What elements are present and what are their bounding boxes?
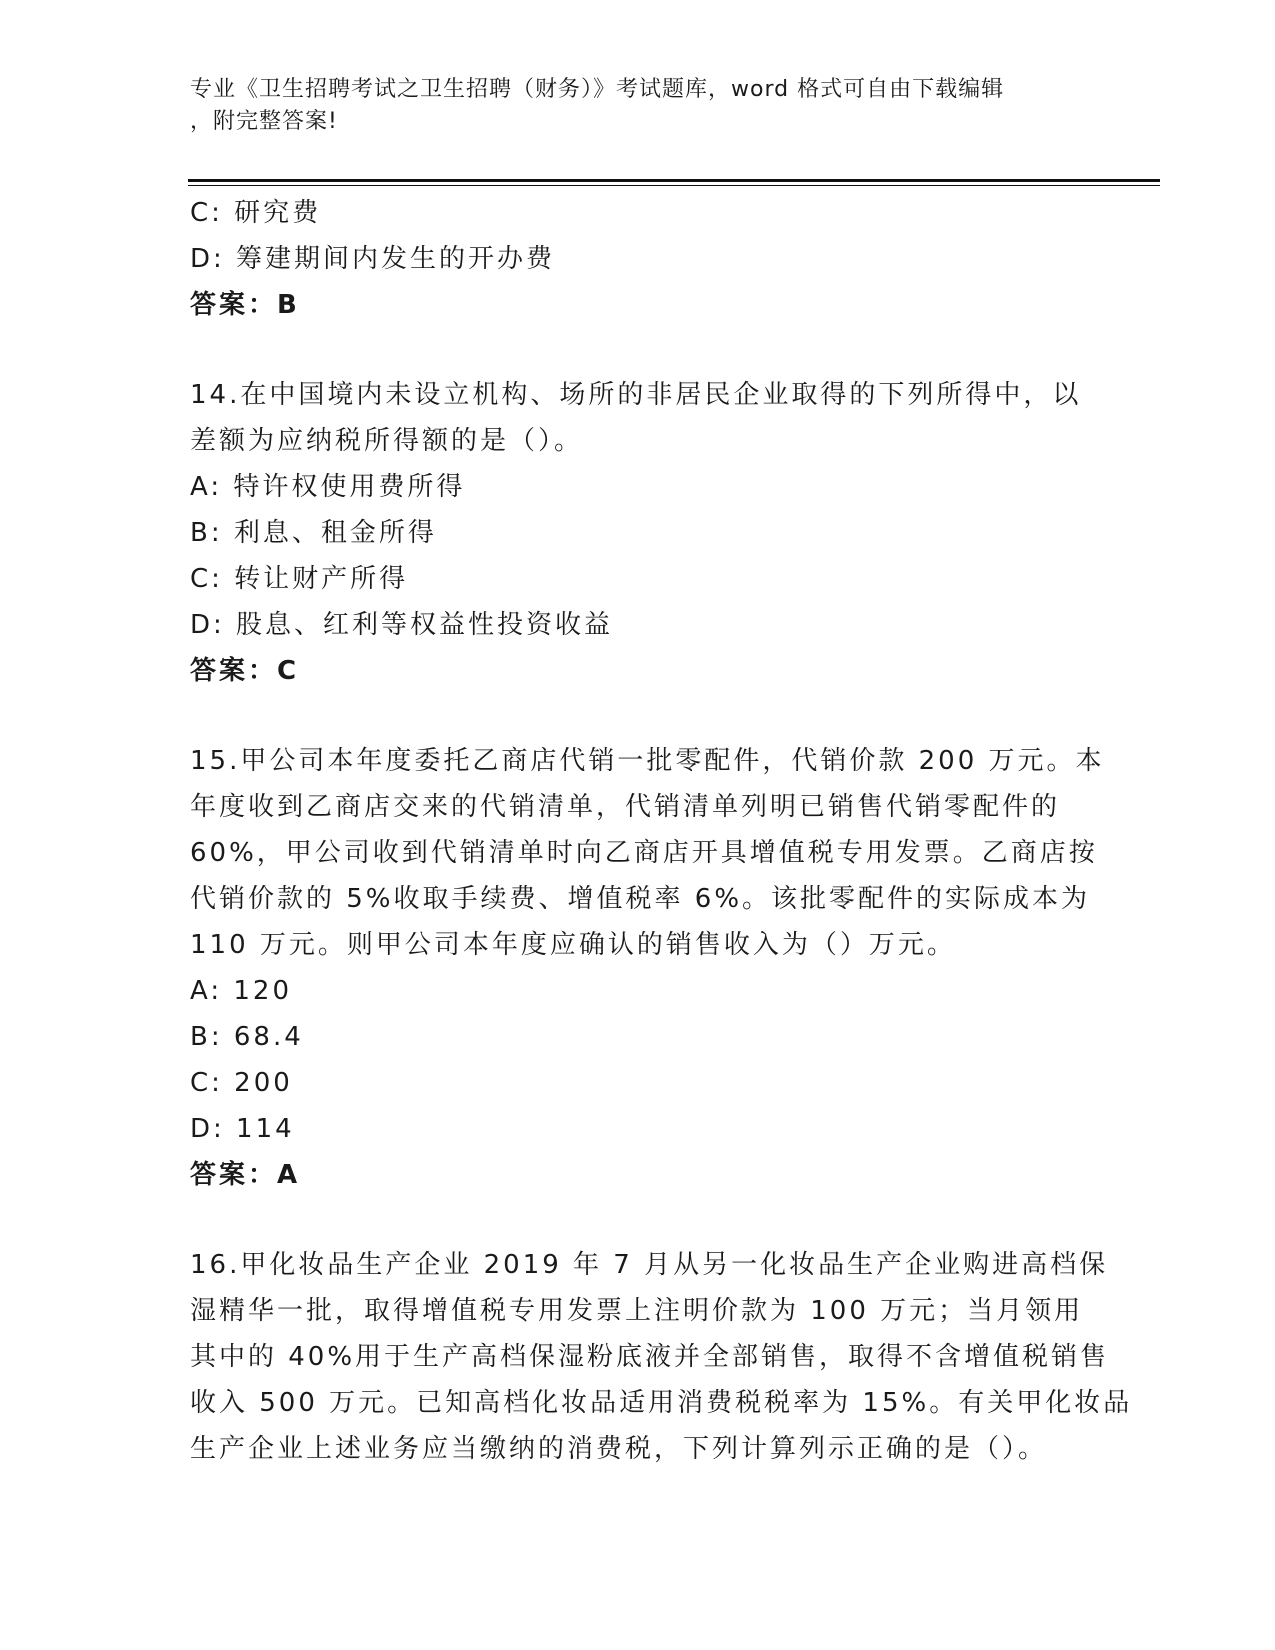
question-text-line: 差额为应纳税所得额的是（）。: [190, 426, 584, 456]
question-text-line: 16.甲化妆品生产企业 2019 年 7 月从另一化妆品生产企业购进高档保: [190, 1250, 1109, 1280]
document-header: [190, 74, 1090, 138]
option-d: D: 股息、红利等权益性投资收益: [190, 610, 614, 640]
answer: 答案：A: [190, 1160, 301, 1190]
question-text-line: 60%，甲公司收到代销清单时向乙商店开具增值税专用发票。乙商店按: [190, 838, 1098, 868]
question-15: [190, 738, 1105, 1198]
question-16: [190, 1242, 1133, 1472]
spacer: [190, 694, 1090, 738]
question-text-line: 湿精华一批，取得增值税专用发票上注明价款为 100 万元；当月领用: [190, 1296, 1084, 1326]
option-c: C: 研究费: [190, 198, 322, 228]
question-13-tail: [190, 190, 1090, 328]
option-d: D: 筹建期间内发生的开办费: [190, 244, 556, 274]
header-rule-thin: [188, 185, 1160, 186]
question-text-line: 15.甲公司本年度委托乙商店代销一批零配件，代销价款 200 万元。本: [190, 746, 1105, 776]
question-text-line: 14.在中国境内未设立机构、场所的非居民企业取得的下列所得中，以: [190, 380, 1082, 410]
spacer: [190, 1198, 1090, 1242]
question-text-line: 其中的 40%用于生产高档保湿粉底液并全部销售，取得不含增值税销售: [190, 1342, 1110, 1372]
question-text-line: 生产企业上述业务应当缴纳的消费税，下列计算列示正确的是（）。: [190, 1434, 1048, 1464]
question-14: [190, 372, 1090, 694]
question-text-line: 年度收到乙商店交来的代销清单，代销清单列明已销售代销零配件的: [190, 792, 1061, 822]
spacer: [190, 328, 1090, 372]
option-a: A: 特许权使用费所得: [190, 472, 466, 502]
answer: 答案：C: [190, 656, 300, 686]
header-line-2: ，附完整答案!: [190, 109, 338, 134]
header-rule-thick: [188, 179, 1160, 182]
question-text-line: 110 万元。则甲公司本年度应确认的销售收入为（）万元。: [190, 930, 956, 960]
question-text-line: 代销价款的 5%收取手续费、增值税率 6%。该批零配件的实际成本为: [190, 884, 1091, 914]
option-b: B: 利息、租金所得: [190, 518, 437, 548]
option-d: D: 114: [190, 1114, 295, 1144]
answer: 答案：B: [190, 290, 300, 320]
document-body: [190, 190, 1133, 1472]
option-c: C: 200: [190, 1068, 293, 1098]
option-c: C: 转让财产所得: [190, 564, 409, 594]
question-text-line: 收入 500 万元。已知高档化妆品适用消费税税率为 15%。有关甲化妆品: [190, 1388, 1133, 1418]
option-a: A: 120: [190, 976, 292, 1006]
header-line-1: 专业《卫生招聘考试之卫生招聘（财务）》考试题库，word 格式可自由下载编辑: [190, 77, 1005, 102]
option-b: B: 68.4: [190, 1022, 304, 1052]
